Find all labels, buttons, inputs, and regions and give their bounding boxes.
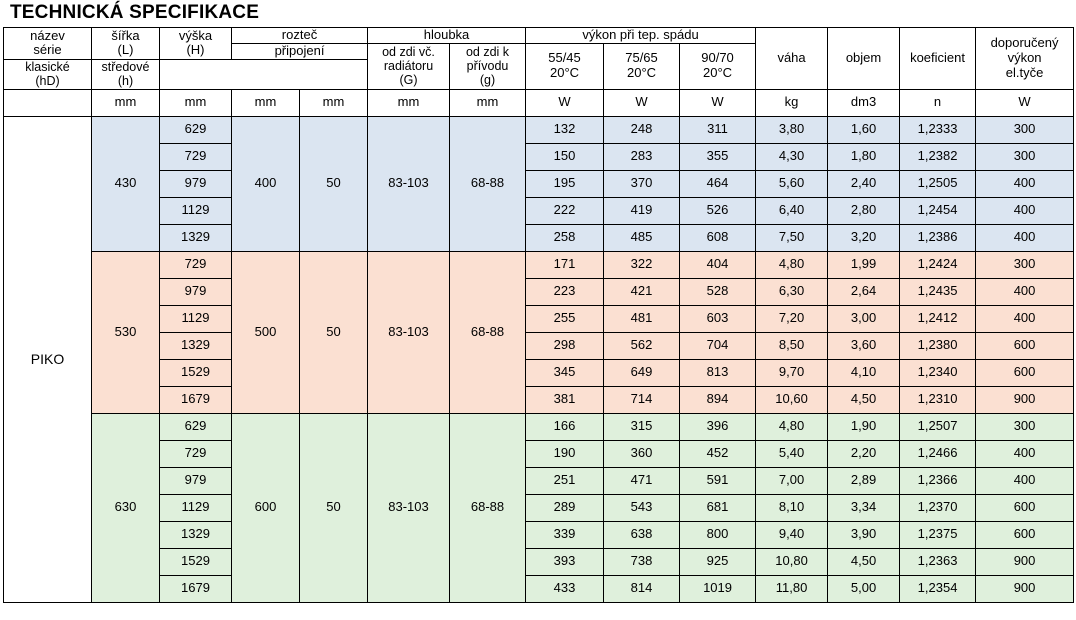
- cell-hloubka-od-zdi-privod: 68-88: [450, 116, 526, 251]
- unit-w-5545: W: [526, 89, 604, 116]
- cell-vykon-9070: 464: [680, 170, 756, 197]
- cell-objem: 3,60: [828, 332, 900, 359]
- cell-vaha: 4,30: [756, 143, 828, 170]
- cell-objem: 1,80: [828, 143, 900, 170]
- cell-vykon-5545: 150: [526, 143, 604, 170]
- cell-vyska: 1129: [160, 305, 232, 332]
- cell-vykon-9070: 452: [680, 440, 756, 467]
- header-nazev-line1: název: [30, 27, 65, 43]
- cell-vyska: 1529: [160, 548, 232, 575]
- cell-koeficient: 1,2454: [900, 197, 976, 224]
- cell-vyska: 1329: [160, 521, 232, 548]
- cell-vykon-5545: 132: [526, 116, 604, 143]
- cell-vykon-7565: 370: [604, 170, 680, 197]
- unit-w-7565: W: [604, 89, 680, 116]
- unit-hloubka-g: mm: [450, 89, 526, 116]
- cell-vykon-9070: 311: [680, 116, 756, 143]
- cell-doporuceny-vykon: 600: [976, 332, 1074, 359]
- header-doporuceny-line1: doporučený: [990, 34, 1059, 50]
- unit-objem: dm3: [828, 89, 900, 116]
- cell-objem: 1,60: [828, 116, 900, 143]
- header-odzdi-line2: radiátoru: [383, 59, 434, 74]
- header-7565-line1: 75/65: [625, 50, 658, 66]
- cell-objem: 2,40: [828, 170, 900, 197]
- cell-vykon-7565: 814: [604, 575, 680, 602]
- table-row: [4, 467, 1074, 494]
- cell-vykon-5545: 222: [526, 197, 604, 224]
- cell-doporuceny-vykon: 900: [976, 548, 1074, 575]
- cell-koeficient: 1,2412: [900, 305, 976, 332]
- cell-koeficient: 1,2386: [900, 224, 976, 251]
- cell-vaha: 8,50: [756, 332, 828, 359]
- header-privod-line1: od zdi k: [465, 44, 510, 59]
- cell-vaha: 9,70: [756, 359, 828, 386]
- cell-vaha: 8,10: [756, 494, 828, 521]
- cell-doporuceny-vykon: 600: [976, 359, 1074, 386]
- cell-vykon-9070: 608: [680, 224, 756, 251]
- cell-vaha: 4,80: [756, 251, 828, 278]
- cell-vykon-7565: 283: [604, 143, 680, 170]
- cell-hloubka-od-zdi-radiator: 83-103: [368, 116, 450, 251]
- unit-vyska: mm: [160, 89, 232, 116]
- header-klasicke: [4, 59, 92, 89]
- header-9070-line2: 20°C: [703, 65, 733, 81]
- header-row-1: [4, 28, 1074, 44]
- cell-vykon-7565: 421: [604, 278, 680, 305]
- header-vyska: [160, 28, 232, 60]
- table-row: [4, 116, 1074, 143]
- cell-doporuceny-vykon: 900: [976, 575, 1074, 602]
- cell-doporuceny-vykon: 400: [976, 305, 1074, 332]
- cell-vaha: 11,80: [756, 575, 828, 602]
- cell-vykon-5545: 166: [526, 413, 604, 440]
- cell-vaha: 6,40: [756, 197, 828, 224]
- header-spad-9070: [680, 43, 756, 89]
- table-row: [4, 251, 1074, 278]
- cell-vyska: 629: [160, 116, 232, 143]
- header-5545-line2: 20°C: [549, 65, 580, 81]
- cell-vykon-7565: 248: [604, 116, 680, 143]
- header-nazev-line2: série: [33, 42, 62, 58]
- cell-sirka: 630: [92, 413, 160, 602]
- cell-vyska: 1129: [160, 494, 232, 521]
- cell-objem: 1,90: [828, 413, 900, 440]
- cell-vyska: 979: [160, 170, 232, 197]
- cell-koeficient: 1,2366: [900, 467, 976, 494]
- unit-stredove: mm: [300, 89, 368, 116]
- cell-hloubka-od-zdi-radiator: 83-103: [368, 413, 450, 602]
- table-row: [4, 548, 1074, 575]
- cell-vykon-9070: 800: [680, 521, 756, 548]
- header-vaha: váha: [756, 28, 828, 90]
- cell-vykon-5545: 223: [526, 278, 604, 305]
- cell-vykon-9070: 813: [680, 359, 756, 386]
- cell-vykon-7565: 714: [604, 386, 680, 413]
- cell-objem: 1,99: [828, 251, 900, 278]
- table-row: [4, 440, 1074, 467]
- unit-w-9070: W: [680, 89, 756, 116]
- cell-vaha: 10,80: [756, 548, 828, 575]
- cell-doporuceny-vykon: 300: [976, 251, 1074, 278]
- cell-vykon-5545: 289: [526, 494, 604, 521]
- header-units-row: [4, 89, 1074, 116]
- cell-doporuceny-vykon: 600: [976, 494, 1074, 521]
- cell-vykon-7565: 638: [604, 521, 680, 548]
- header-privod-line2: přívodu: [466, 59, 509, 74]
- unit-sirka: mm: [92, 89, 160, 116]
- header-koeficient: koeficient: [900, 28, 976, 90]
- cell-vyska: 979: [160, 278, 232, 305]
- header-doporuceny-line2: výkon: [1007, 49, 1042, 65]
- cell-roztec-klasicke: 500: [232, 251, 300, 413]
- table-header: [4, 28, 1074, 117]
- cell-vyska: 729: [160, 251, 232, 278]
- header-objem: objem: [828, 28, 900, 90]
- unit-klasicke: mm: [232, 89, 300, 116]
- cell-vykon-7565: 649: [604, 359, 680, 386]
- cell-koeficient: 1,2382: [900, 143, 976, 170]
- cell-vykon-9070: 1019: [680, 575, 756, 602]
- header-stredove-line1: středové: [101, 59, 150, 74]
- cell-hloubka-od-zdi-privod: 68-88: [450, 251, 526, 413]
- cell-vaha: 7,00: [756, 467, 828, 494]
- cell-vykon-9070: 396: [680, 413, 756, 440]
- cell-koeficient: 1,2466: [900, 440, 976, 467]
- cell-vykon-5545: 258: [526, 224, 604, 251]
- cell-vykon-9070: 528: [680, 278, 756, 305]
- cell-roztec-stredove: 50: [300, 251, 368, 413]
- cell-objem: 3,20: [828, 224, 900, 251]
- cell-vaha: 9,40: [756, 521, 828, 548]
- cell-vykon-7565: 419: [604, 197, 680, 224]
- cell-koeficient: 1,2375: [900, 521, 976, 548]
- cell-vykon-9070: 591: [680, 467, 756, 494]
- cell-koeficient: 1,2370: [900, 494, 976, 521]
- cell-roztec-stredove: 50: [300, 116, 368, 251]
- header-7565-line2: 20°C: [626, 65, 657, 81]
- header-stredove-line2: (h): [117, 74, 134, 89]
- cell-vyska: 1679: [160, 575, 232, 602]
- cell-vyska: 1329: [160, 332, 232, 359]
- header-roztec: rozteč: [232, 28, 368, 44]
- header-privod-line3: (g): [479, 73, 496, 88]
- header-nazev-serie: [4, 28, 92, 60]
- header-5545-line1: 55/45: [548, 50, 581, 66]
- table-row: [4, 413, 1074, 440]
- header-sirka-line1: šířka: [111, 27, 140, 43]
- cell-vykon-5545: 195: [526, 170, 604, 197]
- header-odzdi-line1: od zdi vč.: [382, 44, 435, 59]
- table-row: [4, 494, 1074, 521]
- cell-vykon-9070: 355: [680, 143, 756, 170]
- cell-doporuceny-vykon: 600: [976, 521, 1074, 548]
- cell-vykon-7565: 481: [604, 305, 680, 332]
- cell-koeficient: 1,2310: [900, 386, 976, 413]
- table-row: [4, 305, 1074, 332]
- cell-roztec-stredove: 50: [300, 413, 368, 602]
- header-stredove: [92, 59, 160, 89]
- cell-doporuceny-vykon: 400: [976, 278, 1074, 305]
- cell-objem: 2,89: [828, 467, 900, 494]
- cell-vykon-9070: 681: [680, 494, 756, 521]
- cell-koeficient: 1,2435: [900, 278, 976, 305]
- unit-el-vykon: W: [976, 89, 1074, 116]
- cell-vykon-5545: 255: [526, 305, 604, 332]
- header-hloubka: hloubka: [368, 28, 526, 44]
- cell-vykon-7565: 315: [604, 413, 680, 440]
- table-row: [4, 332, 1074, 359]
- cell-vaha: 6,30: [756, 278, 828, 305]
- cell-doporuceny-vykon: 900: [976, 386, 1074, 413]
- header-9070-line1: 90/70: [701, 50, 734, 66]
- table-row: [4, 197, 1074, 224]
- table-row: [4, 278, 1074, 305]
- table-row: [4, 143, 1074, 170]
- cell-roztec-klasicke: 600: [232, 413, 300, 602]
- cell-objem: 2,20: [828, 440, 900, 467]
- cell-objem: 4,50: [828, 548, 900, 575]
- cell-doporuceny-vykon: 300: [976, 143, 1074, 170]
- cell-vykon-5545: 345: [526, 359, 604, 386]
- technical-specification-table: [3, 27, 1074, 603]
- cell-vykon-9070: 894: [680, 386, 756, 413]
- header-vyska-line1: výška: [178, 27, 213, 43]
- cell-objem: 2,64: [828, 278, 900, 305]
- cell-vykon-9070: 526: [680, 197, 756, 224]
- cell-vaha: 5,40: [756, 440, 828, 467]
- cell-vaha: 5,60: [756, 170, 828, 197]
- cell-doporuceny-vykon: 400: [976, 224, 1074, 251]
- cell-vykon-5545: 393: [526, 548, 604, 575]
- cell-objem: 2,80: [828, 197, 900, 224]
- cell-vykon-5545: 171: [526, 251, 604, 278]
- page-title: TECHNICKÁ SPECIFIKACE: [10, 2, 260, 23]
- cell-koeficient: 1,2380: [900, 332, 976, 359]
- cell-vykon-5545: 339: [526, 521, 604, 548]
- cell-vykon-7565: 322: [604, 251, 680, 278]
- cell-vykon-7565: 543: [604, 494, 680, 521]
- cell-sirka: 530: [92, 251, 160, 413]
- cell-objem: 5,00: [828, 575, 900, 602]
- cell-vaha: 7,20: [756, 305, 828, 332]
- cell-koeficient: 1,2424: [900, 251, 976, 278]
- cell-doporuceny-vykon: 400: [976, 440, 1074, 467]
- cell-koeficient: 1,2340: [900, 359, 976, 386]
- cell-objem: 4,10: [828, 359, 900, 386]
- unit-hloubka-G: mm: [368, 89, 450, 116]
- cell-vyska: 629: [160, 413, 232, 440]
- table-row: [4, 224, 1074, 251]
- cell-vykon-5545: 251: [526, 467, 604, 494]
- header-od-zdi-k-privodu: [450, 43, 526, 89]
- header-doporuceny-vykon: [976, 28, 1074, 90]
- cell-vykon-7565: 471: [604, 467, 680, 494]
- cell-koeficient: 1,2507: [900, 413, 976, 440]
- header-vyska-line2: (H): [186, 42, 205, 58]
- header-vykon-spad: výkon při tep. spádu: [526, 28, 756, 44]
- cell-vyska: 1329: [160, 224, 232, 251]
- cell-vykon-9070: 925: [680, 548, 756, 575]
- header-spad-5545: [526, 43, 604, 89]
- cell-vykon-5545: 381: [526, 386, 604, 413]
- cell-hloubka-od-zdi-privod: 68-88: [450, 413, 526, 602]
- cell-doporuceny-vykon: 400: [976, 197, 1074, 224]
- cell-roztec-klasicke: 400: [232, 116, 300, 251]
- cell-objem: 3,00: [828, 305, 900, 332]
- cell-sirka: 430: [92, 116, 160, 251]
- header-odzdi-line3: (G): [399, 73, 418, 88]
- cell-doporuceny-vykon: 300: [976, 413, 1074, 440]
- cell-doporuceny-vykon: 300: [976, 116, 1074, 143]
- header-od-zdi-vc-radiatoru: [368, 43, 450, 89]
- cell-vyska: 1129: [160, 197, 232, 224]
- cell-vykon-7565: 360: [604, 440, 680, 467]
- cell-objem: 3,90: [828, 521, 900, 548]
- cell-vykon-5545: 433: [526, 575, 604, 602]
- cell-vykon-9070: 603: [680, 305, 756, 332]
- cell-vyska: 729: [160, 440, 232, 467]
- table-row: [4, 575, 1074, 602]
- table-row: [4, 170, 1074, 197]
- table-row: [4, 386, 1074, 413]
- header-klasicke-line2: (hD): [35, 74, 60, 89]
- series-name-cell: PIKO: [4, 116, 92, 602]
- unit-vaha: kg: [756, 89, 828, 116]
- header-spad-7565: [604, 43, 680, 89]
- cell-koeficient: 1,2333: [900, 116, 976, 143]
- cell-vykon-5545: 298: [526, 332, 604, 359]
- header-doporuceny-line3: el.tyče: [1005, 64, 1044, 80]
- header-pripojeni: připojení: [232, 43, 368, 59]
- cell-vaha: 4,80: [756, 413, 828, 440]
- header-sirka-line2: (L): [117, 42, 134, 58]
- cell-vykon-5545: 190: [526, 440, 604, 467]
- cell-vaha: 7,50: [756, 224, 828, 251]
- cell-vaha: 10,60: [756, 386, 828, 413]
- unit-nazev-blank: [4, 89, 92, 116]
- cell-hloubka-od-zdi-radiator: 83-103: [368, 251, 450, 413]
- cell-objem: 4,50: [828, 386, 900, 413]
- cell-vykon-7565: 738: [604, 548, 680, 575]
- table-row: [4, 359, 1074, 386]
- cell-doporuceny-vykon: 400: [976, 170, 1074, 197]
- table-row: [4, 521, 1074, 548]
- table-body: [4, 116, 1074, 602]
- header-klasicke-line1: klasické: [25, 59, 70, 74]
- cell-objem: 3,34: [828, 494, 900, 521]
- cell-vyska: 979: [160, 467, 232, 494]
- cell-vykon-7565: 562: [604, 332, 680, 359]
- cell-vaha: 3,80: [756, 116, 828, 143]
- cell-koeficient: 1,2363: [900, 548, 976, 575]
- cell-koeficient: 1,2505: [900, 170, 976, 197]
- cell-vykon-9070: 704: [680, 332, 756, 359]
- header-sirka: [92, 28, 160, 60]
- cell-vykon-9070: 404: [680, 251, 756, 278]
- unit-koeficient: n: [900, 89, 976, 116]
- cell-koeficient: 1,2354: [900, 575, 976, 602]
- cell-vykon-7565: 485: [604, 224, 680, 251]
- cell-vyska: 729: [160, 143, 232, 170]
- cell-doporuceny-vykon: 400: [976, 467, 1074, 494]
- cell-vyska: 1679: [160, 386, 232, 413]
- cell-vyska: 1529: [160, 359, 232, 386]
